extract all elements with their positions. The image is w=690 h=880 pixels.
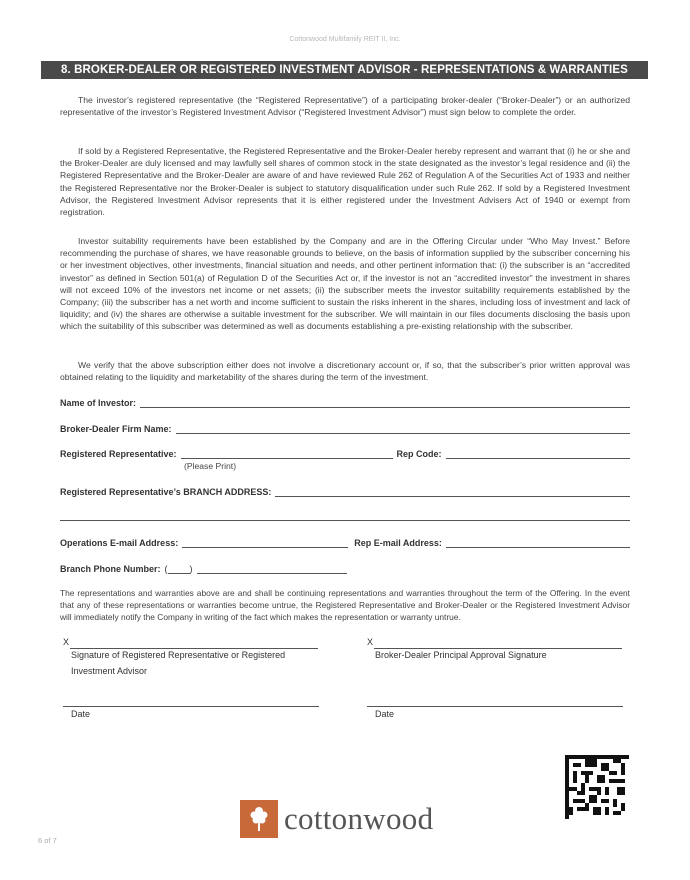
ops-email-label: Operations E-mail Address: — [60, 538, 179, 548]
cottonwood-tree-icon — [240, 800, 278, 838]
rep-code-field[interactable] — [446, 448, 630, 459]
cottonwood-logo — [240, 800, 433, 838]
signature-label-left: Signature of Registered Representative or Registered Investment Advisor — [71, 650, 286, 676]
date-line-left[interactable] — [63, 706, 319, 707]
paragraph-suitability: Investor suitability requirements have been established by the Company and are in the Offering Circular under “Who May Invest.” Before recommending the purchase of shares, we have reasonable grounds to believe, on the basis of information supplied by the subscriber concerning his or her investment objectives, other investments, financial situation and needs, and other pertinent information that: (i) the subscriber is an “accredited investor” as defined in Section 501(a) of Regulation D of the Securities Act or, if the investor is not an “accredited investor” the investment in shares will not exceed 10% of the investors net income or net assets; (ii) the subscriber meets the investor suitability requirements established by the Company; (iii) the subscriber has a net worth and income sufficient to sustain the risks inherent in the shares, including loss of investment and lack of liquidity; and (iv) the shares are otherwise a suitable investment for the subscriber. We will maintain in our files documents disclosing the basis upon which the suitability of this subscriber was determined as well as documents establishing a pre-existing relationship with the subscriber. — [60, 236, 630, 332]
rep-email-field[interactable] — [446, 537, 630, 548]
signature-x-left: X — [63, 637, 70, 647]
signature-x-right: X — [367, 637, 374, 647]
branch-address-label: Registered Representative’s BRANCH ADDRESS: — [60, 487, 272, 497]
signature-label-right: Broker-Dealer Principal Approval Signature — [375, 650, 547, 660]
firm-name-field[interactable] — [176, 423, 630, 434]
paragraph-verification: We verify that the above subscription either does not involve a discretionary account or, if so, that the subscriber’s prior written approval was obtained relating to the liquidity and marketability of the shares during the term of the investment. — [60, 360, 630, 383]
rep-row — [60, 448, 630, 459]
branch-address-line-2[interactable] — [60, 520, 630, 521]
rep-code-label: Rep Code: — [396, 449, 442, 459]
firm-name-label: Broker-Dealer Firm Name: — [60, 424, 172, 434]
date-label-right: Date — [375, 709, 395, 719]
page-number: 6 of 7 — [38, 836, 57, 845]
branch-address-row — [60, 486, 630, 497]
rep-email-label: Rep E-mail Address: — [354, 538, 442, 548]
section-title: 8. BROKER-DEALER OR REGISTERED INVESTMENT ADVISOR - REPRESENTATIONS & WARRANTIES — [41, 61, 648, 79]
branch-address-field[interactable] — [275, 486, 630, 497]
phone-number-field[interactable] — [197, 563, 347, 574]
investor-name-field[interactable] — [140, 397, 630, 408]
phone-label: Branch Phone Number: — [60, 564, 161, 574]
date-line-right[interactable] — [367, 706, 623, 707]
logo-wordmark: cottonwood — [284, 801, 434, 836]
please-print-hint: (Please Print) — [184, 461, 237, 471]
paragraph-rep-signature: The investor’s registered representative (the “Registered Representative”) of a participating broker-dealer (“Broker-Dealer”) or an authorized representative of the investor’s Registered Investment Advisor (“Registered Investment Advisor”) must sign below to complete the order. — [60, 95, 630, 118]
qr-code-icon — [565, 755, 629, 819]
investor-name-label: Name of Investor: — [60, 398, 137, 408]
firm-name-row — [60, 423, 630, 434]
phone-area-code-field[interactable] — [168, 563, 190, 574]
email-row — [60, 537, 630, 548]
phone-paren-open: ( — [164, 564, 168, 574]
paragraph-licensing: If sold by a Registered Representative, the Registered Representative and the Broker-Dealer hereby represent and warrant that (i) he or she and the Broker-Dealer are duly licensed and may lawfully sell shares of common stock in the state designated as the investor’s legal residence and (ii) the Registered Representative and the Broker-Dealer are aware of and have reviewed Rule 262 of Regulation A of the Securities Act of 1933 and neither the Registered Representative nor the Broker-Dealer is subject to statutory disqualification under such Rule 262. If sold by a Registered Investment Advisor, the Registered Investment Advisor represents that it is either registered under the Investment Advisers Act of 1940 or exempt from registration. — [60, 146, 630, 218]
phone-paren-close: ) — [189, 564, 193, 574]
phone-row — [60, 563, 630, 574]
ops-email-field[interactable] — [182, 537, 348, 548]
rep-name-field[interactable] — [181, 448, 393, 459]
rep-label: Registered Representative: — [60, 449, 177, 459]
paragraph-continuing-reps: The representations and warranties above are and shall be continuing representations and warranties throughout the term of the Offering. In the event that any of these representations or warranties become untrue, the Registered Representative and Broker-Dealer or the Registered Investment Advisor will immediately notify the Company in writing of the fact which makes the representation or warranty untrue. — [60, 588, 630, 623]
investor-name-row — [60, 397, 630, 408]
date-label-left: Date — [71, 709, 91, 719]
header-company-name: Cottonwood Multifamily REIT II, Inc. — [289, 36, 401, 43]
